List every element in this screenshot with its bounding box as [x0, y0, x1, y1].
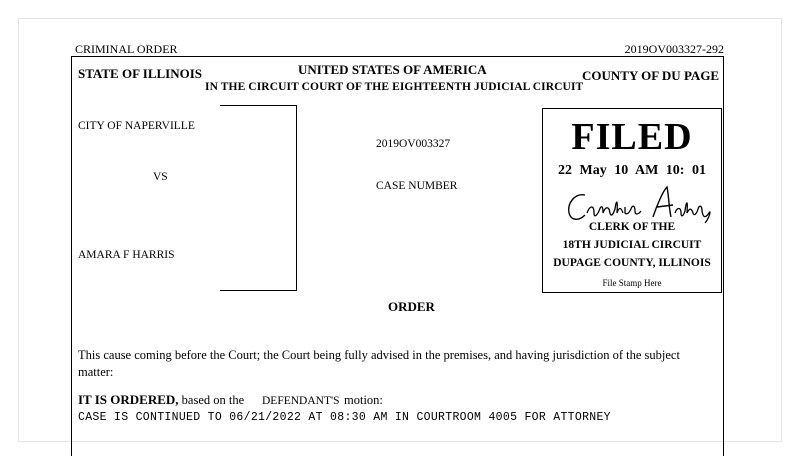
clerk-title-line3: DUPAGE COUNTY, ILLINOIS — [553, 257, 711, 269]
order-title: ORDER — [388, 299, 435, 314]
defendant-name: AMARA F HARRIS — [78, 249, 175, 261]
county-heading: COUNTY OF DU PAGE — [582, 68, 720, 83]
party-bracket — [220, 105, 297, 291]
case-number: 2019OV003327 — [376, 138, 451, 150]
court-heading: IN THE CIRCUIT COURT OF THE EIGHTEENTH JUDICIAL CIRCUIT — [205, 81, 584, 93]
stamp-date: 22 May 10 — [558, 163, 629, 178]
movant-name: DEFENDANT'S — [262, 395, 340, 407]
ordered-text: based on the — [181, 393, 245, 407]
cause-paragraph: This cause coming before the Court; the Court being fully advised in the premises, and having jurisdiction of the subject matter: — [78, 348, 680, 379]
motion-word: motion: — [344, 393, 383, 407]
ordered-line — [78, 392, 244, 408]
case-number-label: CASE NUMBER — [376, 180, 458, 192]
document-type: CRIMINAL ORDER — [75, 42, 178, 56]
filed-stamp — [542, 108, 722, 293]
disposition-text: CASE IS CONTINUED TO 06/21/2022 AT 08:30 AM IN COURTROOM 4005 FOR ATTORNEY — [78, 411, 611, 424]
stamp-time: AM 10: 01 — [634, 163, 706, 178]
clerk-title-line2: 18TH JUDICIAL CIRCUIT — [562, 239, 702, 251]
state-heading: STATE OF ILLINOIS — [78, 66, 203, 81]
document-code: 2019OV003327-292 — [624, 42, 724, 56]
plaintiff-name: CITY OF NAPERVILLE — [78, 120, 195, 132]
versus-label: VS — [153, 171, 168, 183]
ordered-label: IT IS ORDERED, — [78, 392, 179, 407]
clerk-title-line1: CLERK OF THE — [588, 221, 676, 233]
stamp-datetime — [543, 163, 721, 179]
country-heading: UNITED STATES OF AMERICA — [298, 62, 487, 77]
filed-label: FILED — [571, 116, 693, 158]
file-stamp-placeholder: File Stamp Here — [602, 278, 662, 288]
